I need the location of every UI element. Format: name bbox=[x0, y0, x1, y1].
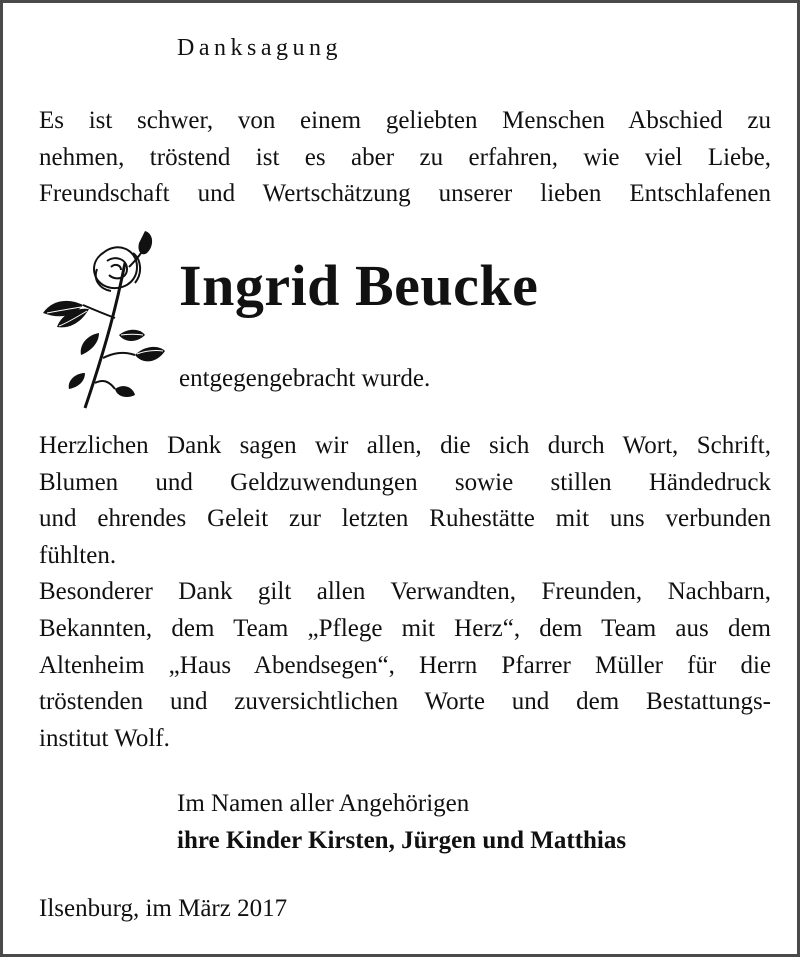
intro-line: Freundschaft und Wertschätzung unserer lieben Entschlafenen bbox=[39, 180, 771, 208]
deceased-name: Ingrid Beucke bbox=[179, 253, 539, 318]
thanks-line: Altenheim „Haus Abendsegen“, Herrn Pfarrer Müller für die bbox=[39, 651, 771, 679]
thanks-line: Herzlichen Dank sagen wir allen, die sich durch Wort, Schrift, bbox=[39, 432, 771, 459]
intro-line: nehmen, tröstend ist es aber zu erfahren, wie viel Liebe, bbox=[39, 143, 771, 171]
thanks-paragraph bbox=[39, 428, 771, 757]
thanks-line: Bekannten, dem Team „Pflege mit Herz“, dem Team aus dem bbox=[39, 614, 771, 642]
signers-line: ihre Kinder Kirsten, Jürgen und Matthias bbox=[177, 826, 627, 854]
intro-line: Es ist schwer, von einem geliebten Menschen Abschied zu bbox=[39, 107, 771, 134]
place-date: Ilsenburg, im März 2017 bbox=[39, 895, 288, 922]
thanks-line: institut Wolf. bbox=[39, 724, 170, 752]
intro-continuation: entgegengebracht wurde. bbox=[179, 365, 431, 392]
rose-icon bbox=[37, 223, 167, 413]
intro-paragraph bbox=[39, 103, 771, 213]
thanks-line: Besonderer Dank gilt allen Verwandten, Freunden, Nachbarn, bbox=[39, 578, 771, 606]
closing-block bbox=[177, 786, 626, 859]
notice-heading: Danksagung bbox=[177, 35, 342, 61]
thanks-line: tröstenden und zuversichtlichen Worte und dem Bestattungs- bbox=[39, 688, 771, 716]
thanks-line: Blumen und Geldzuwendungen sowie stillen Händedruck bbox=[39, 468, 771, 496]
thanks-line: fühlten. bbox=[39, 541, 117, 569]
thanks-line: und ehrendes Geleit zur letzten Ruhestätte mit uns verbunden bbox=[39, 505, 771, 533]
on-behalf-line: Im Namen aller Angehörigen bbox=[177, 790, 470, 817]
